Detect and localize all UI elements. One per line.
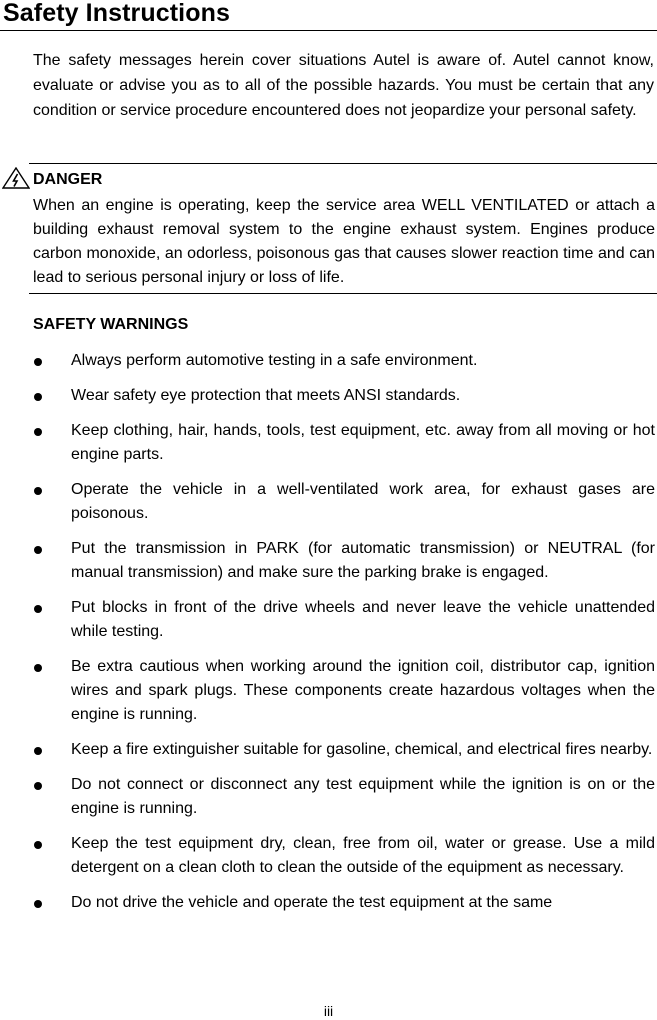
list-item <box>0 891 657 915</box>
bullet-icon <box>34 546 42 554</box>
list-item-text: Put blocks in front of the drive wheels and never leave the vehicle unattended while testing. <box>71 599 655 640</box>
safety-warnings-heading: SAFETY WARNINGS <box>33 316 189 333</box>
list-item-text: Keep clothing, hair, hands, tools, test equipment, etc. away from all moving or hot engine parts. <box>71 422 655 463</box>
bullet-icon <box>34 900 42 908</box>
page-number: iii <box>323 1003 334 1019</box>
bullet-icon <box>34 664 42 672</box>
list-item-text: Operate the vehicle in a well-ventilated work area, for exhaust gases are poisonous. <box>71 481 655 522</box>
list-item-text: Put the transmission in PARK (for automatic transmission) or NEUTRAL (for manual transmission) and make sure the parking brake is engaged. <box>71 540 655 581</box>
danger-text: When an engine is operating, keep the service area WELL VENTILATED or attach a building exhaust removal system to the engine exhaust system. Engines produce carbon monoxide, an odorless, poisonous gas that causes slower reaction time and can lead to serious personal injury or loss of life. <box>33 197 655 286</box>
list-item <box>0 596 657 644</box>
list-item <box>0 349 657 373</box>
list-item-text: Do not connect or disconnect any test equipment while the ignition is on or the engine is running. <box>71 776 655 817</box>
list-item-text: Keep a fire extinguisher suitable for gasoline, chemical, and electrical fires nearby. <box>71 741 653 758</box>
list-item <box>0 655 657 727</box>
bullet-icon <box>34 782 42 790</box>
list-item-text: Wear safety eye protection that meets ANSI standards. <box>71 387 461 404</box>
bullet-icon <box>34 428 42 436</box>
bullet-icon <box>34 487 42 495</box>
list-item <box>0 773 657 821</box>
bullet-icon <box>34 605 42 613</box>
danger-top-divider <box>29 163 657 164</box>
bullet-icon <box>34 841 42 849</box>
list-item-text: Keep the test equipment dry, clean, free from oil, water or grease. Use a mild detergent on a clean cloth to clean the outside of the equipment as necessary. <box>71 835 655 876</box>
intro-paragraph: The safety messages herein cover situations Autel is aware of. Autel cannot know, evaluate or advise you as to all of the possible hazards. You must be certain that any condition or service procedure encountered does not jeopardize your personal safety. <box>33 52 654 119</box>
bullet-icon <box>34 393 42 401</box>
list-item <box>0 832 657 880</box>
list-item <box>0 537 657 585</box>
page-title: Safety Instructions <box>3 0 230 27</box>
list-item <box>0 384 657 408</box>
bullet-icon <box>34 747 42 755</box>
list-item-text: Be extra cautious when working around the ignition coil, distributor cap, ignition wires and spark plugs. These components create hazardous voltages when the engine is running. <box>71 658 655 723</box>
list-item-text: Do not drive the vehicle and operate the test equipment at the same <box>71 894 553 911</box>
list-item <box>0 419 657 467</box>
list-item-text: Always perform automotive testing in a safe environment. <box>71 352 478 369</box>
bullet-icon <box>34 358 42 366</box>
list-item <box>0 738 657 762</box>
danger-bottom-divider <box>29 293 657 294</box>
title-divider <box>0 30 657 31</box>
list-item <box>0 478 657 526</box>
safety-warnings-list <box>0 349 657 926</box>
warning-triangle-icon <box>2 167 30 189</box>
danger-heading: DANGER <box>33 171 103 188</box>
